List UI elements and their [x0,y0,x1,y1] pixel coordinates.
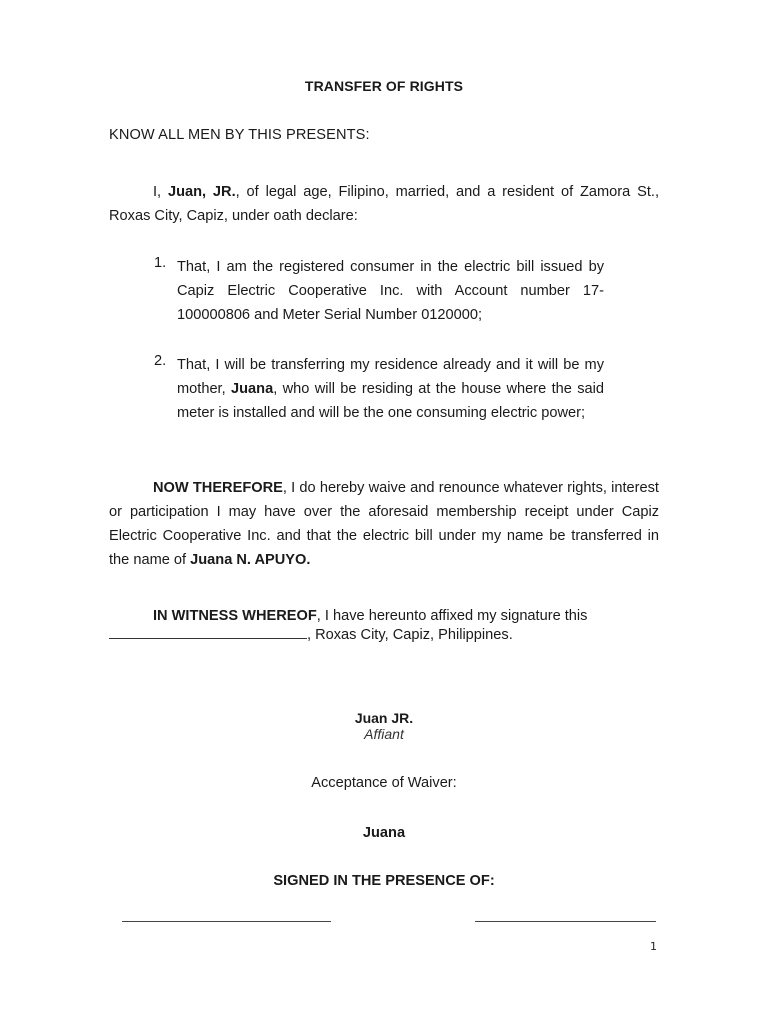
affiant-name: Juan JR. [354,710,414,726]
clause-number: 2. [154,353,167,369]
affiant-role: Affiant [364,726,404,742]
witness-lead: IN WITNESS WHEREOF [153,608,317,624]
clause-text: That, I am the registered consumer in the electric bill issued by Capiz Electric Cooperative Inc. with Account number 17-100000806 and Meter Serial Number 0120000; [177,259,604,323]
witness-signature-line-2[interactable] [475,921,656,922]
witness-location: , Roxas City, Capiz, Philippines. [307,627,513,643]
intro-suffix: , of legal age, Filipino, married, and a resident of Zamora St., Roxas City, Capiz, under oath declare: [109,184,660,224]
clause-number: 1. [154,255,167,271]
now-therefore-lead: NOW THEREFORE [153,480,283,496]
mother-name: Juana [231,381,274,397]
witness-signature-line-1[interactable] [122,921,331,922]
clause-item [154,353,604,425]
clause-text-before: That, I will be transferring my residence already and it will be my mother, [177,357,604,397]
opening-line: KNOW ALL MEN BY THIS PRESENTS: [109,127,370,143]
document-title: TRANSFER OF RIGHTS [304,78,464,94]
page-number: 1 [650,940,657,953]
intro-prefix: I, [153,184,168,200]
now-therefore-paragraph [109,476,659,572]
transferee-name: Juana N. APUYO. [190,552,311,568]
acceptance-label: Acceptance of Waiver: [311,775,457,791]
witness-paragraph [109,607,659,645]
clause-item [154,255,604,327]
acceptee-name: Juana [362,825,406,841]
clause-text [177,353,604,425]
witness-text: , I have hereunto affixed my signature this [316,608,588,624]
signed-presence-heading: SIGNED IN THE PRESENCE OF: [273,873,495,889]
date-blank-field[interactable] [109,626,307,639]
intro-paragraph [109,180,659,228]
now-therefore-text: , I do hereby waive and renounce whatever rights, interest or participation I may have over the aforesaid membership receipt under Capiz Electric Cooperative Inc. and that the electric bill under my name be transferred in the name of [109,480,659,568]
clause-text-after: , who will be residing at the house where the said meter is installed and will be the one consuming electric power; [177,381,604,421]
declarant-name: Juan, JR. [167,184,236,200]
